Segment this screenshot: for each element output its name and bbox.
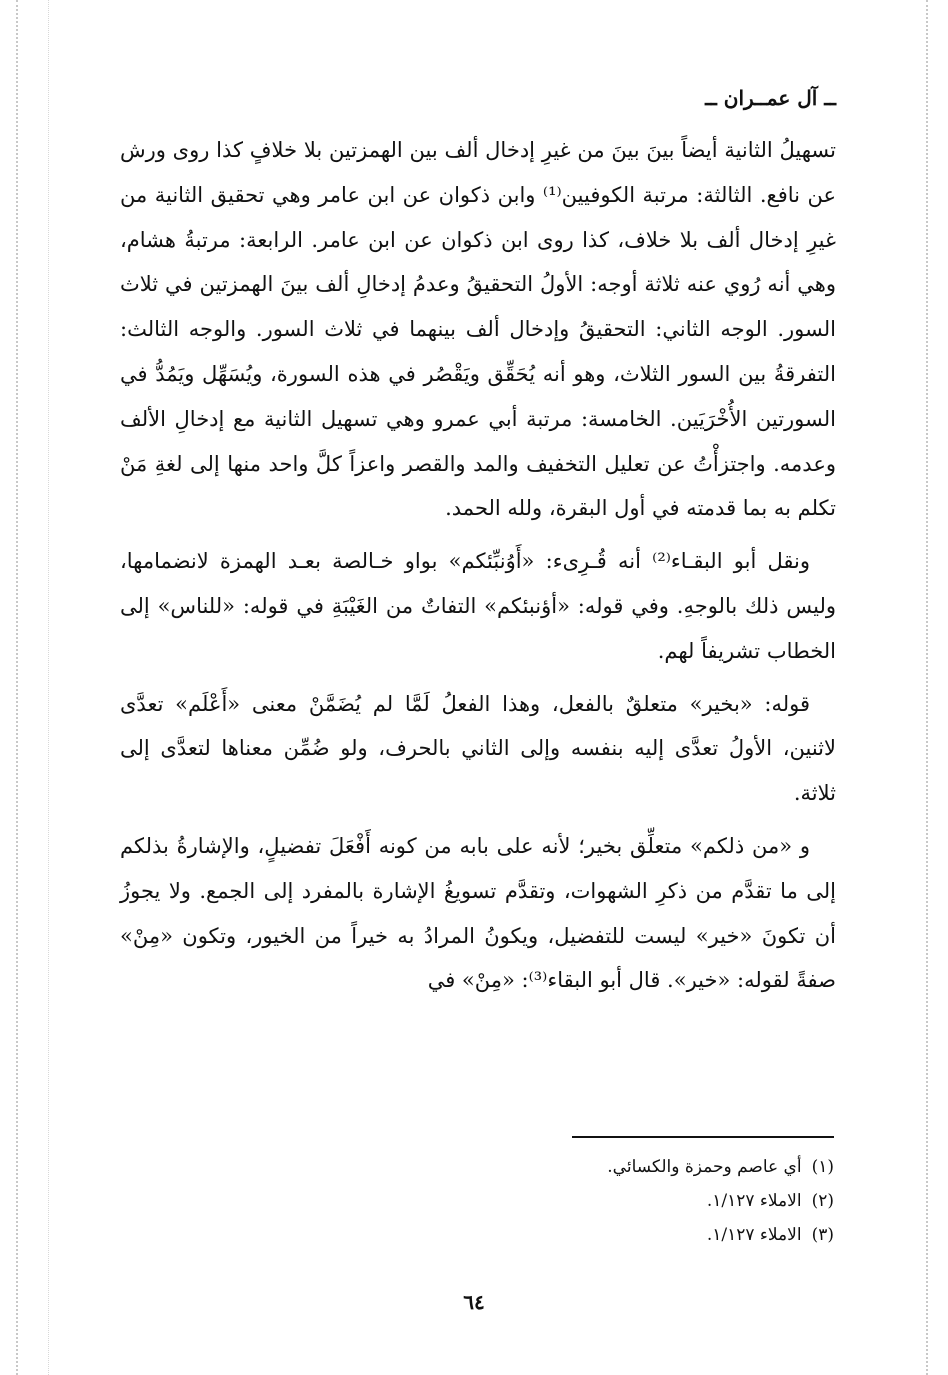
scan-margin-left — [16, 0, 18, 1375]
main-text — [120, 128, 836, 1003]
footnote-text: الاملاء ١/١٢٧. — [706, 1191, 802, 1211]
footnote-divider — [572, 1136, 834, 1138]
footnote-3 — [120, 1218, 834, 1252]
scan-margin-right — [926, 0, 928, 1375]
footnote-1 — [120, 1150, 834, 1184]
paragraph-4: و «من ذلكم» متعلِّق بخير؛ لأنه على بابه من كونه أَفْعَلَ تفضيلٍ، والإشارةُ بذلكم إلى ما تقدَّم من ذكرِ الشهوات، وتقدَّم تسويغُ الإشارة بالمفرد إلى الجمع. ولا يجوزُ أن تكونَ «خير» ليست للتفضيل، ويكونُ المرادُ به خيراً من الخيور، وتكون «مِنْ» صفةً لقوله: «خير». قال أبو البقاء⁽³⁾: «مِنْ» في — [120, 833, 836, 993]
footnote-number: (٢) — [811, 1191, 834, 1211]
footnote-2 — [120, 1184, 834, 1218]
paragraph-1: تسهيلُ الثانية أيضاً بينَ بينَ من غيرِ إدخال ألف بين الهمزتين بلا خلافٍ كذا روى ورش عن نافع. الثالثة: مرتبة الكوفيين⁽¹⁾ وابن ذكوان عن ابن عامر وهي تحقيق الثانية من غيرِ إدخال ألف بلا خلاف، كذا روى ابن ذكوان عن ابن عامر. الرابعة: مرتبةُ هشام، وهي أنه رُوي عنه ثلاثة أوجه: الأولُ التحقيقُ وعدمُ إدخالِ ألف بينَ الهمزتين في ثلاث السور. الوجه الثاني: التحقيقُ وإدخال ألف بينهما في ثلاث السور. والوجه الثالث: التفرقةُ بين السور الثلاث، وهو أنه يُحَقِّق ويَقْصُر في هذه السورة، ويُسَهِّل ويَمُدُّ في السورتين الأُخْرَيَين. الخامسة: مرتبة أبي عمرو وهي تسهيل الثانية مع إدخالِ الألف وعدمه. واجتزأْتُ عن تعليل التخفيف والمد والقصر واعزاً كلَّ واحد منها إلى لغةِ مَنْ تكلم به بما قدمته في أول البقرة، ولله الحمد. — [120, 138, 836, 521]
scan-margin-left-inner — [48, 0, 49, 1375]
footnotes — [120, 1150, 834, 1252]
footnote-text: أي عاصم وحمزة والكسائي. — [607, 1157, 802, 1177]
running-head: ــ آل عمــران ــ — [705, 86, 836, 110]
footnote-number: (١) — [811, 1157, 834, 1177]
footnote-number: (٣) — [811, 1225, 834, 1245]
page-number: ٦٤ — [463, 1290, 485, 1314]
footnote-text: الاملاء ١/١٢٧. — [706, 1225, 802, 1245]
paragraph-3: قوله: «بخير» متعلقٌ بالفعل، وهذا الفعلُ لَمَّا لم يُضَمَّنْ معنى «أَعْلَم» تعدَّى لاثنين، الأولُ تعدَّى إليه بنفسه وإلى الثاني بالحرف، ولو ضُمِّن معناها لتعدَّى إلى ثلاثة. — [120, 691, 836, 806]
paragraph-2: ونقل أبو البقـاء⁽²⁾ أنه قُـرِىء: «أَوُنبِّئكم» بواو خـالصة بعـد الهمزة لانضمامها، وليس ذلك بالوجهِ. وفي قوله: «أؤنبئكم» التفاتٌ من الغَيْبَةِ في قوله: «للناس» إلى الخطاب تشريفاً لهم. — [120, 549, 836, 663]
